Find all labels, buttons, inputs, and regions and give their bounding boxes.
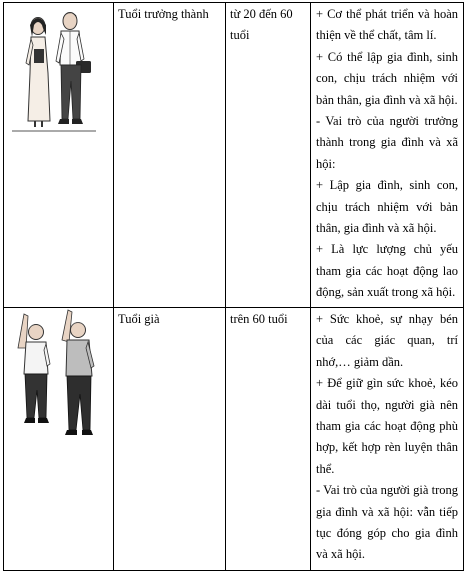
stage-label: Tuổi trưởng thành [118, 7, 209, 21]
image-cell [4, 3, 114, 308]
adult-couple-illustration [4, 3, 114, 143]
list-item: + Sức khoẻ, sự nhạy bén của các giác quan, trí nhớ,… giảm dần. [316, 312, 458, 369]
image-cell [4, 308, 114, 571]
list-item: + Để giữ gìn sức khoẻ, kéo dài tuổi thọ, người già nên tham gia các hoạt động phù hợp, kết hợp rèn luyện thân thể. [316, 376, 458, 476]
list-item: + Lập gia đình, sinh con, chịu trách nhiệm với bản thân, gia đình và xã hội. [316, 178, 458, 236]
table-row [4, 308, 464, 571]
list-item: - Vai trò của người trưởng thành trong gia đình và xã hội: [316, 114, 458, 171]
age-range: trên 60 tuổi [230, 312, 288, 326]
stage-description [311, 308, 463, 566]
stage-label: Tuổi già [118, 312, 160, 326]
table-row [4, 3, 464, 308]
age-range: từ 20 đến 60 tuổi [230, 7, 293, 42]
life-stages-table [3, 2, 464, 571]
list-item: - Vai trò của người già trong gia đình và xã hội: vẫn tiếp tục đóng góp cho gia đình và xã hội. [316, 483, 458, 562]
elderly-couple-illustration [4, 308, 114, 448]
list-item: + Có thể lập gia đình, sinh con, chịu trách nhiệm với bản thân, gia đình và xã hội. [316, 49, 458, 107]
list-item: + Cơ thể phát triển và hoàn thiện về thể chất, tâm lí. [316, 7, 458, 43]
stage-description [311, 3, 463, 304]
list-item: + Là lực lượng chủ yếu tham gia các hoạt động lao động, sản xuất trong xã hội. [316, 242, 458, 300]
